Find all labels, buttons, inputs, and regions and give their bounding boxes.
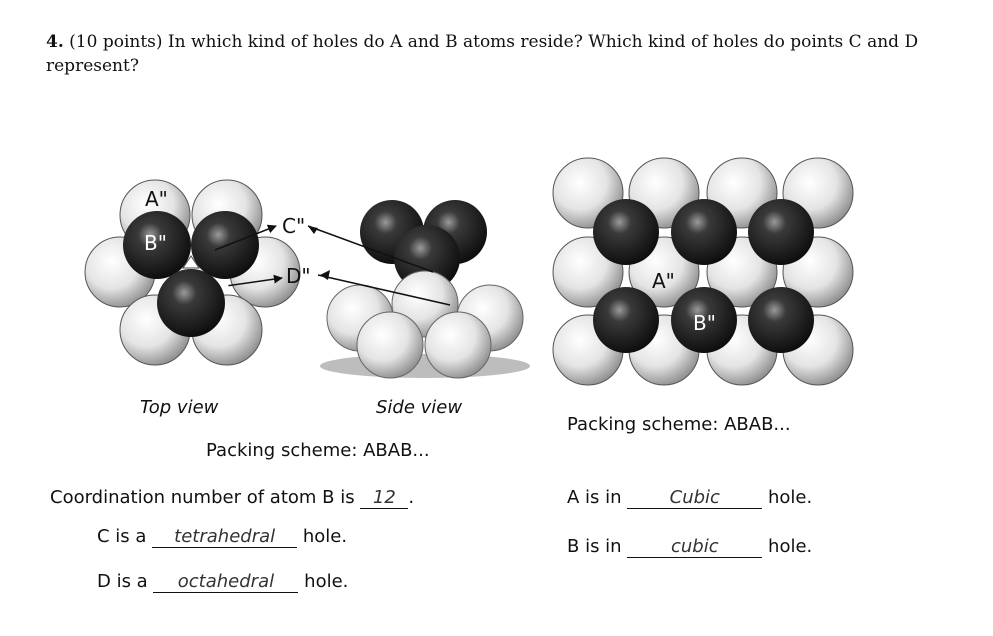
question-body: (10 points) In which kind of holes do A and B atoms reside? Which kind of holes do points C and D represent? <box>46 32 919 76</box>
d-hole-line: D is a octahedral hole. <box>97 571 349 592</box>
label-d: D" <box>286 264 311 288</box>
side-view-figure <box>308 200 530 378</box>
d-hole-answer: octahedral <box>153 572 298 593</box>
c-hole-line: C is a tetrahedral hole. <box>97 526 348 547</box>
label-b-right: B" <box>693 311 716 335</box>
b-hole-line: B is in cubic hole. <box>567 536 813 557</box>
label-a-top: A" <box>145 187 168 211</box>
caption-top-view: Top view <box>140 397 219 418</box>
top-view-figure <box>85 180 300 365</box>
label-a-right: A" <box>652 269 675 293</box>
label-c: C" <box>282 214 306 238</box>
coordination-answer: 12 <box>360 488 408 509</box>
coordination-line: Coordination number of atom B is 12 . <box>50 487 415 508</box>
caption-side-view: Side view <box>376 397 463 418</box>
question-number: 4. <box>46 32 64 52</box>
a-hole-line: A is in Cubic hole. <box>567 487 813 508</box>
packing-scheme-left: Packing scheme: ABAB... <box>206 440 430 461</box>
c-hole-answer: tetrahedral <box>152 527 297 548</box>
label-b-top: B" <box>144 231 167 255</box>
packing-scheme-right: Packing scheme: ABAB... <box>567 414 791 435</box>
cubic-packing-figure <box>553 158 853 385</box>
a-hole-answer: Cubic <box>627 488 762 509</box>
b-hole-answer: cubic <box>627 537 762 558</box>
